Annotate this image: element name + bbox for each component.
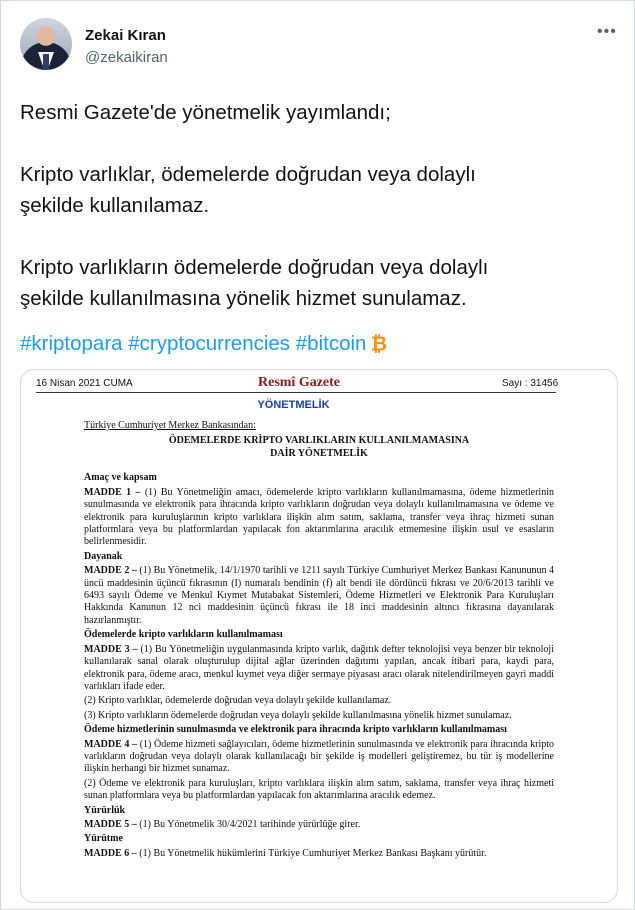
doc-issue-number: Sayı : 31456	[502, 378, 559, 389]
doc-heading: Ödemelerde kripto varlıkların kullanılmaması	[84, 629, 283, 641]
doc-date: 16 Nisan 2021 CUMA	[36, 378, 133, 389]
hashtag-cryptocurrencies[interactable]: #cryptocurrencies	[128, 332, 291, 355]
avatar[interactable]	[20, 18, 72, 70]
doc-article-6: MADDE 6 – (1) Bu Yönetmelik hükümlerini Türkiye Cumhuriyet Merkez Bankası Başkanı yürütür.	[84, 847, 487, 859]
doc-section: YÖNETMELİK	[257, 399, 330, 411]
doc-article-1: MADDE 1 – (1) Bu Yönetmeliğin amacı, ödemelerde kripto varlıkların kullanılmamasına, ödeme hizmetlerinin sunulmasında ve elektronik para ihracında kripto varlıkların doğrudan veya dolaylı kullanılmamasına ve ödeme ve elektronik para kuruluşlarının kripto varlıklara ilişkin alım satım, saklama, transfer veya ihraç hizmeti sunan platformlara veya bu platformlardan yapılacak fon aktarımlarına aracılık etmemesine ilişkin usul ve esasların belirlenmesidir.	[84, 486, 554, 548]
doc-source: Türkiye Cumhuriyet Merkez Bankasından:	[84, 420, 256, 431]
doc-paragraph: (3) Kripto varlıkların ödemelerde doğrudan veya dolaylı şekilde kullanılmasına yönelik hizmet sunulamaz.	[84, 709, 512, 721]
author-handle[interactable]: @zekaikiran	[85, 49, 168, 66]
hashtag-bitcoin[interactable]: #bitcoin	[295, 332, 367, 355]
doc-article-5: MADDE 5 – (1) Bu Yönetmelik 30/4/2021 tarihinde yürürlüğe girer.	[84, 818, 361, 830]
more-dots-icon[interactable]: •••	[597, 23, 617, 40]
tweet-line: şekilde kullanılmasına yönelik hizmet sunulamaz.	[20, 287, 467, 310]
hashtags	[20, 329, 390, 359]
doc-paragraph: (2) Ödeme ve elektronik para kuruluşları, kripto varlıklara ilişkin alım satım, saklama, transfer veya ihraç hizmeti sunan platformlara veya bu platformlardan yapılacak fon aktarımlarına aracılık edemez.	[84, 777, 554, 802]
doc-article-4: MADDE 4 – (1) Ödeme hizmeti sağlayıcıları, ödeme hizmetlerinin sunulmasında ve elektronik para ihracında kripto varlıkların doğrudan veya dolaylı olarak kullanılacağı bir şekilde iş modelleri geliştiremez, bu tür iş modellerine ilişkin herhangi bir hizmet sunamaz.	[84, 738, 554, 775]
doc-title: ÖDEMELERDE KRİPTO VARLIKLARIN KULLANILMAMASINA DAİR YÖNETMELİK	[168, 435, 470, 459]
bitcoin-icon	[368, 331, 390, 353]
tweet-line: şekilde kullanılamaz.	[20, 194, 210, 217]
doc-article-2: MADDE 2 – (1) Bu Yönetmelik, 14/1/1970 tarihli ve 1211 sayılı Türkiye Cumhuriyet Merkez Bankası Kanununun 4 üncü maddesinin üçüncü fıkrasının (I) numaralı bendinin (f) alt bendi ile dördüncü fıkrası ve 20/6/2013 tarihli ve 6493 sayılı Ödeme ve Menkul Kıymet Mutabakat Sistemleri, Ödeme Hizmetleri ve Elektronik Para Kuruluşları Hakkında Kanunun 12 nci maddesinin üçüncü fıkrası ile 18 inci maddesinin altıncı fıkrasına dayanılarak hazırlanmıştır.	[84, 565, 554, 626]
doc-heading: Yürütme	[84, 833, 123, 845]
avatar-tie	[43, 54, 49, 70]
tweet-line: Kripto varlıklar, ödemelerde doğrudan veya dolaylı	[20, 163, 476, 186]
author-name[interactable]: Zekai Kıran	[85, 27, 166, 44]
doc-paragraph: (2) Kripto varlıklar, ödemelerde doğrudan veya dolaylı şekilde kullanılamaz.	[84, 695, 392, 707]
tweet-line: Kripto varlıkların ödemelerde doğrudan veya dolaylı	[20, 256, 489, 279]
doc-heading: Ödeme hizmetlerinin sunulmasında ve elektronik para ihracında kripto varlıkların kullanılmaması	[84, 724, 507, 736]
attached-image[interactable]	[20, 369, 618, 903]
hashtag-kriptopara[interactable]: #kriptopara	[20, 332, 123, 355]
svg-text:₿: ₿	[371, 331, 388, 353]
doc-heading: Amaç ve kapsam	[84, 472, 157, 484]
doc-article-3: MADDE 3 – (1) Bu Yönetmeliğin uygulanmasında kripto varlık, dağıtık defter teknolojisi veya benzer bir teknoloji kullanılarak sanal olarak oluşturulup dijital ağlar üzerinden dağıtımı yapılan, ancak itibari para, kaydi para, elektronik para, ödeme aracı, menkul kıymet veya diğer sermaye piyasası aracı olarak nitelendirilmeyen gayri maddi varlıkları ifade eder.	[84, 643, 554, 692]
doc-heading: Yürürlük	[84, 804, 126, 816]
doc-gazette-title: Resmî Gazete	[258, 375, 341, 390]
tweet-line: Resmi Gazete'de yönetmelik yayımlandı;	[20, 101, 391, 124]
tweet-text	[20, 97, 620, 314]
doc-body	[84, 420, 554, 862]
doc-heading: Dayanak	[84, 550, 123, 562]
doc-header-rule	[36, 392, 556, 393]
